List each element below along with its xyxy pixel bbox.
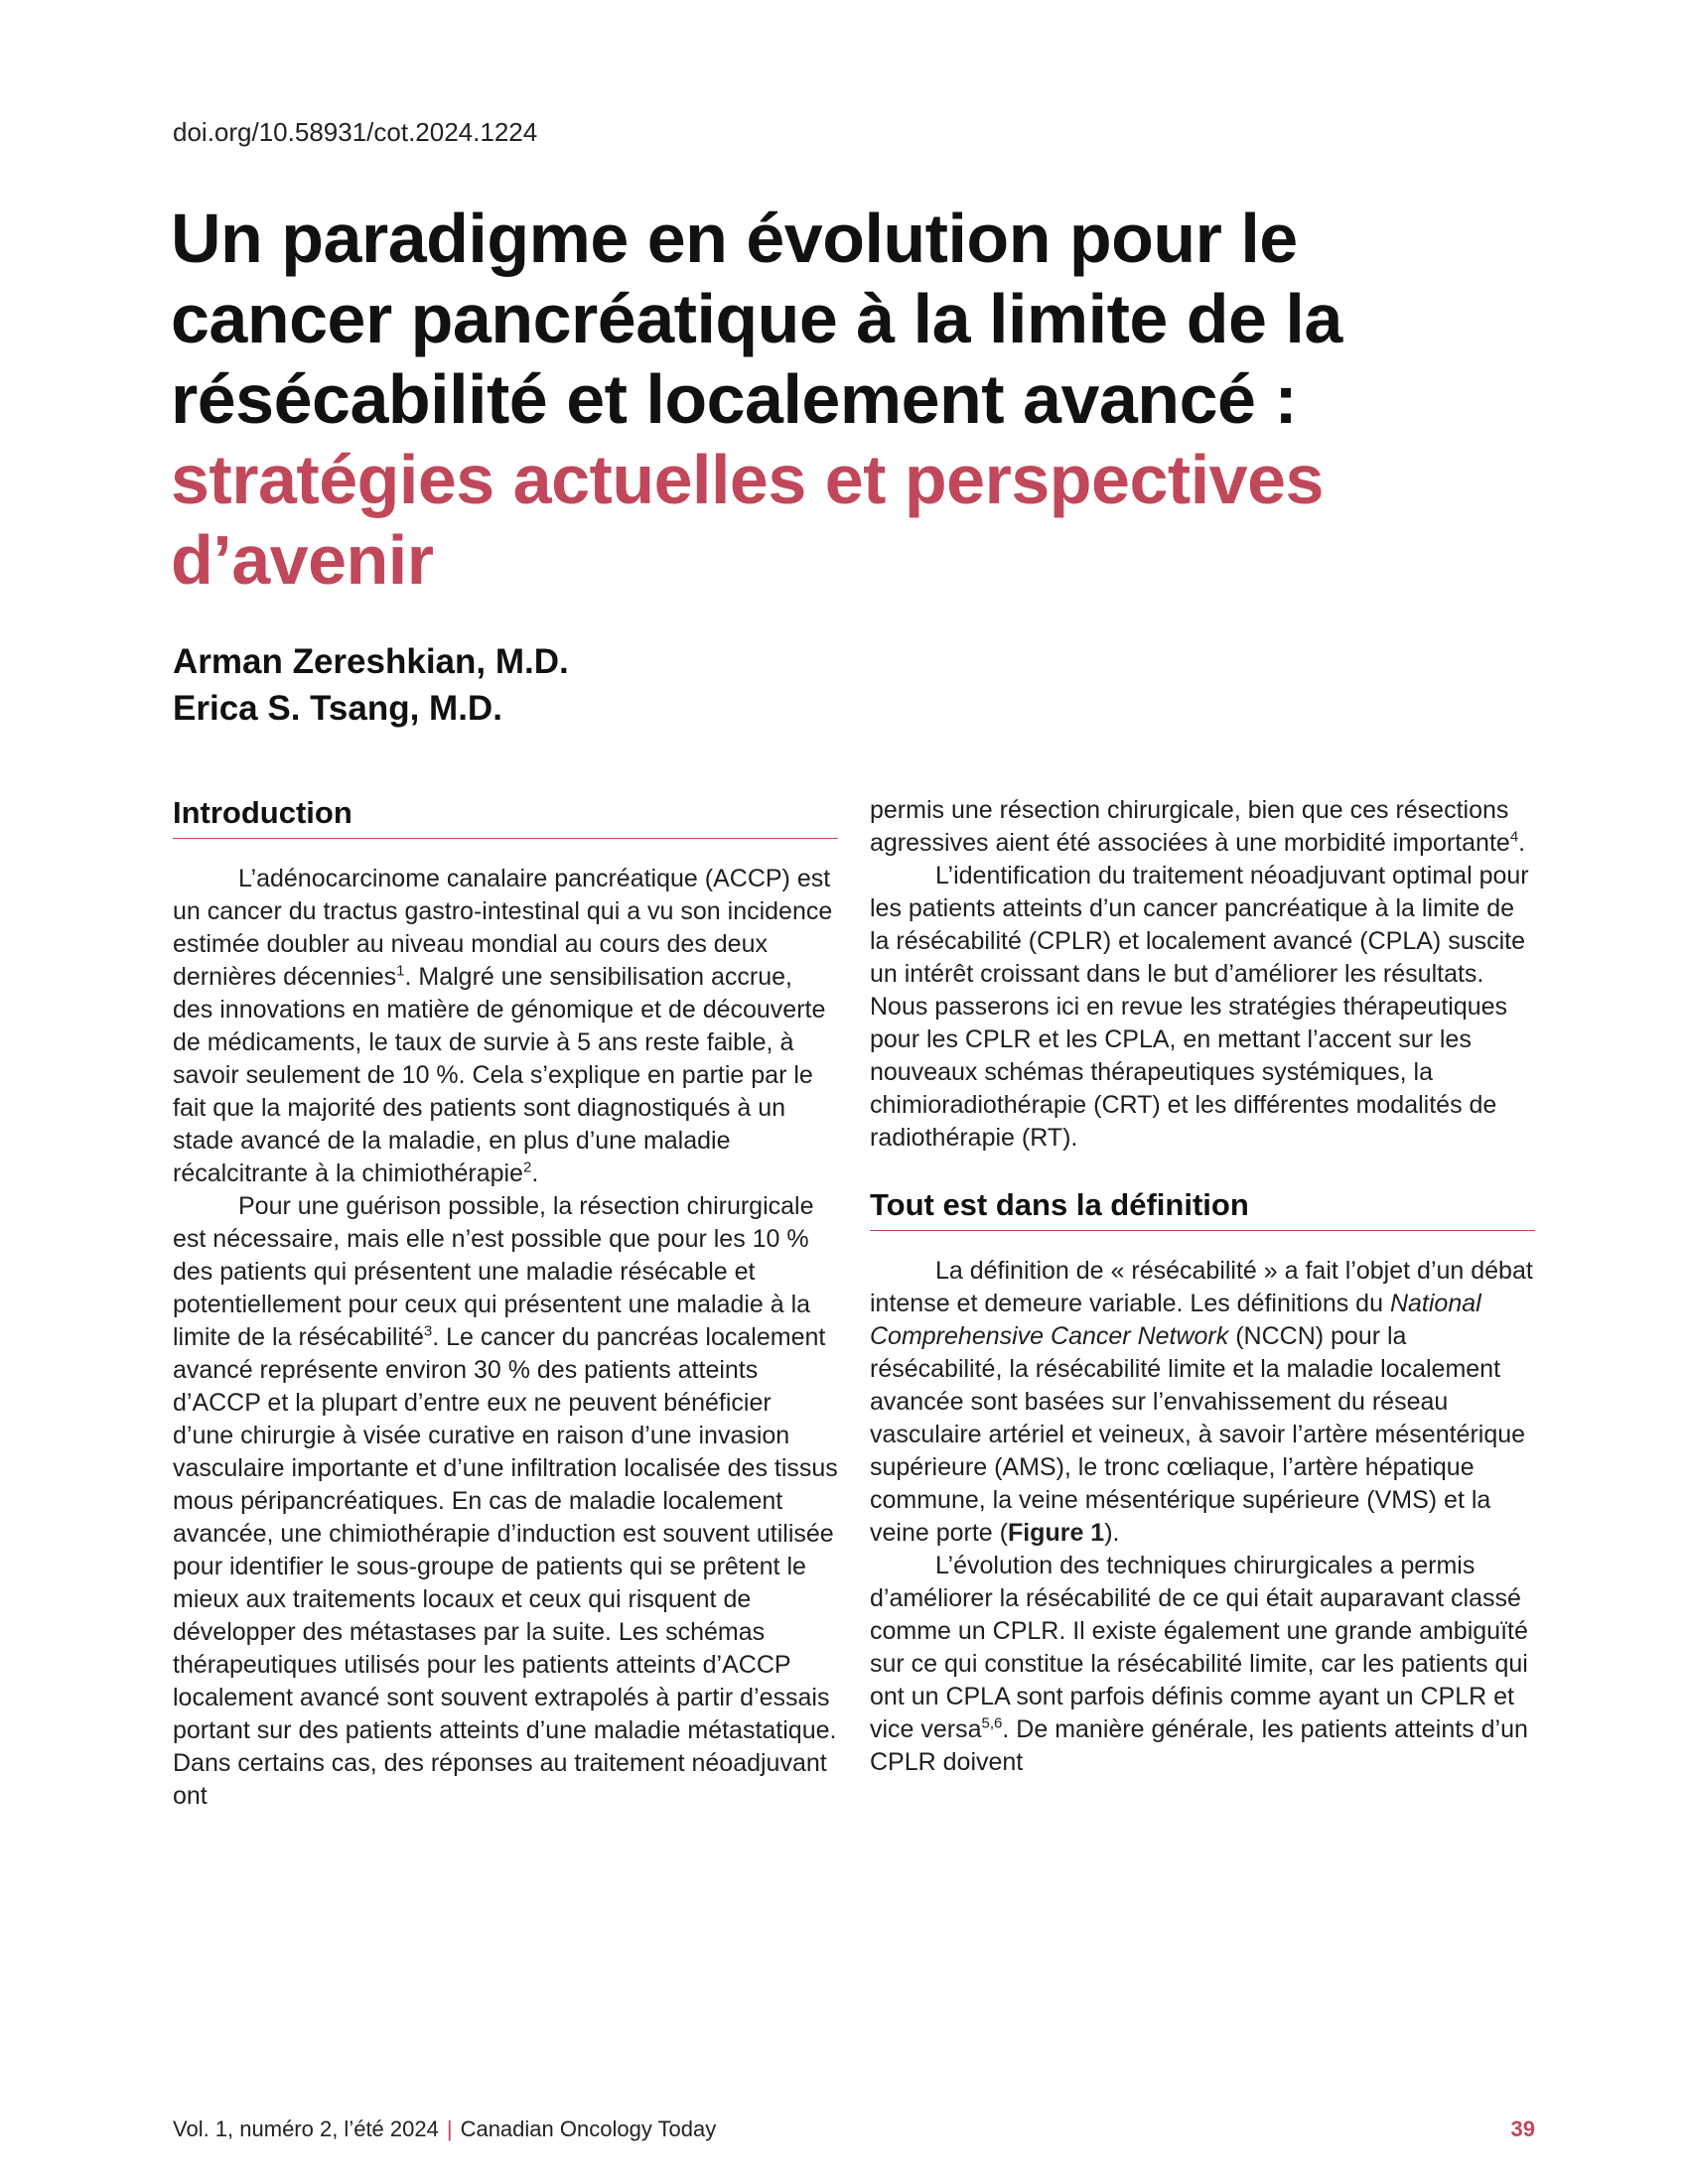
figure-ref[interactable]: Figure 1 [1007,1519,1105,1547]
page-number: 39 [1510,2116,1535,2141]
footer-volume: Vol. 1, numéro 2, l’été 2024 [173,2116,439,2141]
paragraph-text: Pour une guérison possible, la résection chirurgicale est nécessaire, mais elle n’est possible que pour les 10 % des patients qui présentent une maladie résécable et potentiellement pour ceux qui présentent une maladie à la limite de la résécabilité [173,1192,814,1351]
section-heading-introduction: Introduction [173,794,838,839]
author-list [173,638,569,732]
left-column [173,794,838,1813]
title-line: cancer pancréatique à la limite de la [171,280,1342,357]
paragraph-text: permis une résection chirurgicale, bien que ces résections agressives aient été associées à une morbidité importante [870,796,1510,857]
paragraph-text: . [531,1160,539,1187]
page-footer [173,2116,1535,2142]
title-line: résécabilité et localement avancé : [171,360,1298,438]
title-line: Un paradigme en évolution pour le [171,200,1298,277]
paragraph-text: (NCCN) pour la résécabilité, la résécabilité limite et la maladie localement avancée sont basées sur l’envahissement du réseau vasculaire artériel et veineux, à savoir l’artère mésentérique supérieure (AMS), le tronc cœliaque, l’artère hépatique commune, la veine mésentérique supérieure (VMS) et la veine porte ( [870,1322,1526,1547]
paragraph-text: . Malgré une sensibilisation accrue, des innovations en matière de génomique et de découverte de médicaments, le taux de survie à 5 ans reste faible, à savoir seulement de 10 %. Cela s’explique en partie par le fait que la majorité des patients sont diagnostiqués à un stade avancé de la maladie, en plus d’une maladie récalcitrante à la chimiothérapie [173,963,826,1187]
citation-ref[interactable]: 3 [423,1322,433,1340]
title-subtitle-line: d’avenir [171,521,434,599]
paragraph-text: ). [1104,1519,1120,1547]
paragraph [870,1550,1535,1779]
section-heading-definition: Tout est dans la définition [870,1186,1535,1231]
author-name: Arman Zereshkian, M.D. [173,642,569,681]
citation-ref[interactable]: 1 [396,962,405,980]
paragraph [173,1190,838,1813]
author-name: Erica S. Tsang, M.D. [173,689,502,728]
citation-ref[interactable]: 4 [1509,828,1519,846]
citation-ref[interactable]: 5,6 [981,1714,1003,1732]
paragraph-text: . Le cancer du pancréas localement avancé représente environ 30 % des patients atteints d’ACCP et la plupart d’entre eux ne peuvent bénéficier d’une chirurgie à visée curative en raison d’une invasion vasculaire importante et d’une infiltration localisée des tissus mous péripancréatiques. En cas de maladie localement avancée, une chimiothérapie d’induction est souvent utilisée pour identifier le sous-groupe de patients qui se prêtent le mieux aux traitements locaux et ceux qui risquent de développer des métastases par la suite. Les schémas thérapeutiques utilisés pour les patients atteints d’ACCP localement avancé sont souvent extrapolés à partir d’essais portant sur des patients atteints d’une maladie métastatique. Dans certains cas, des réponses au traitement néoadjuvant ont [173,1323,838,1810]
paragraph-text: L’évolution des techniques chirurgicales a permis d’améliorer la résécabilité de ce qui était auparavant classé comme un CPLR. Il existe également une grande ambiguïté sur ce qui constitue la résécabilité limite, car les patients qui ont un CPLA sont parfois définis comme ayant un CPLR et vice versa [870,1552,1528,1743]
paragraph: L’identification du traitement néoadjuvant optimal pour les patients atteints d’un cancer pancréatique à la limite de la résécabilité (CPLR) et localement avancé (CPLA) suscite un intérêt croissant dans le but d’améliorer les résultats. Nous passerons ici en revue les stratégies thérapeutiques pour les CPLR et les CPLA, en mettant l’accent sur les nouveaux schémas thérapeutiques systémiques, la chimioradiothérapie (CRT) et les différentes modalités de radiothérapie (RT). [870,862,1529,1152]
paragraph-text: L’adénocarcinome canalaire pancréatique (ACCP) est un cancer du tractus gastro-intestinal qui a vu son incidence estimée doubler au niveau mondial au cours des deux dernières décennies [173,865,833,991]
doi-link[interactable]: doi.org/10.58931/cot.2024.1224 [173,117,538,147]
title-subtitle-line: stratégies actuelles et perspectives [171,441,1324,518]
paragraph [870,1255,1535,1550]
citation-ref[interactable]: 2 [522,1159,532,1176]
right-column [870,794,1535,1779]
paragraph [870,794,1535,860]
paragraph [173,863,838,1190]
footer-separator: | [446,2116,453,2141]
footer-journal: Canadian Oncology Today [460,2116,717,2141]
paragraph-text: La définition de « résécabilité » a fait l’objet d’un débat intense et demeure variable. Les définitions du [870,1257,1533,1317]
paragraph-text: . De manière générale, les patients atteints d’un CPLR doivent [870,1715,1528,1776]
paragraph-text: . [1518,829,1526,857]
organization-name: National Comprehensive Cancer Network [870,1290,1481,1350]
article-title [171,199,1561,601]
